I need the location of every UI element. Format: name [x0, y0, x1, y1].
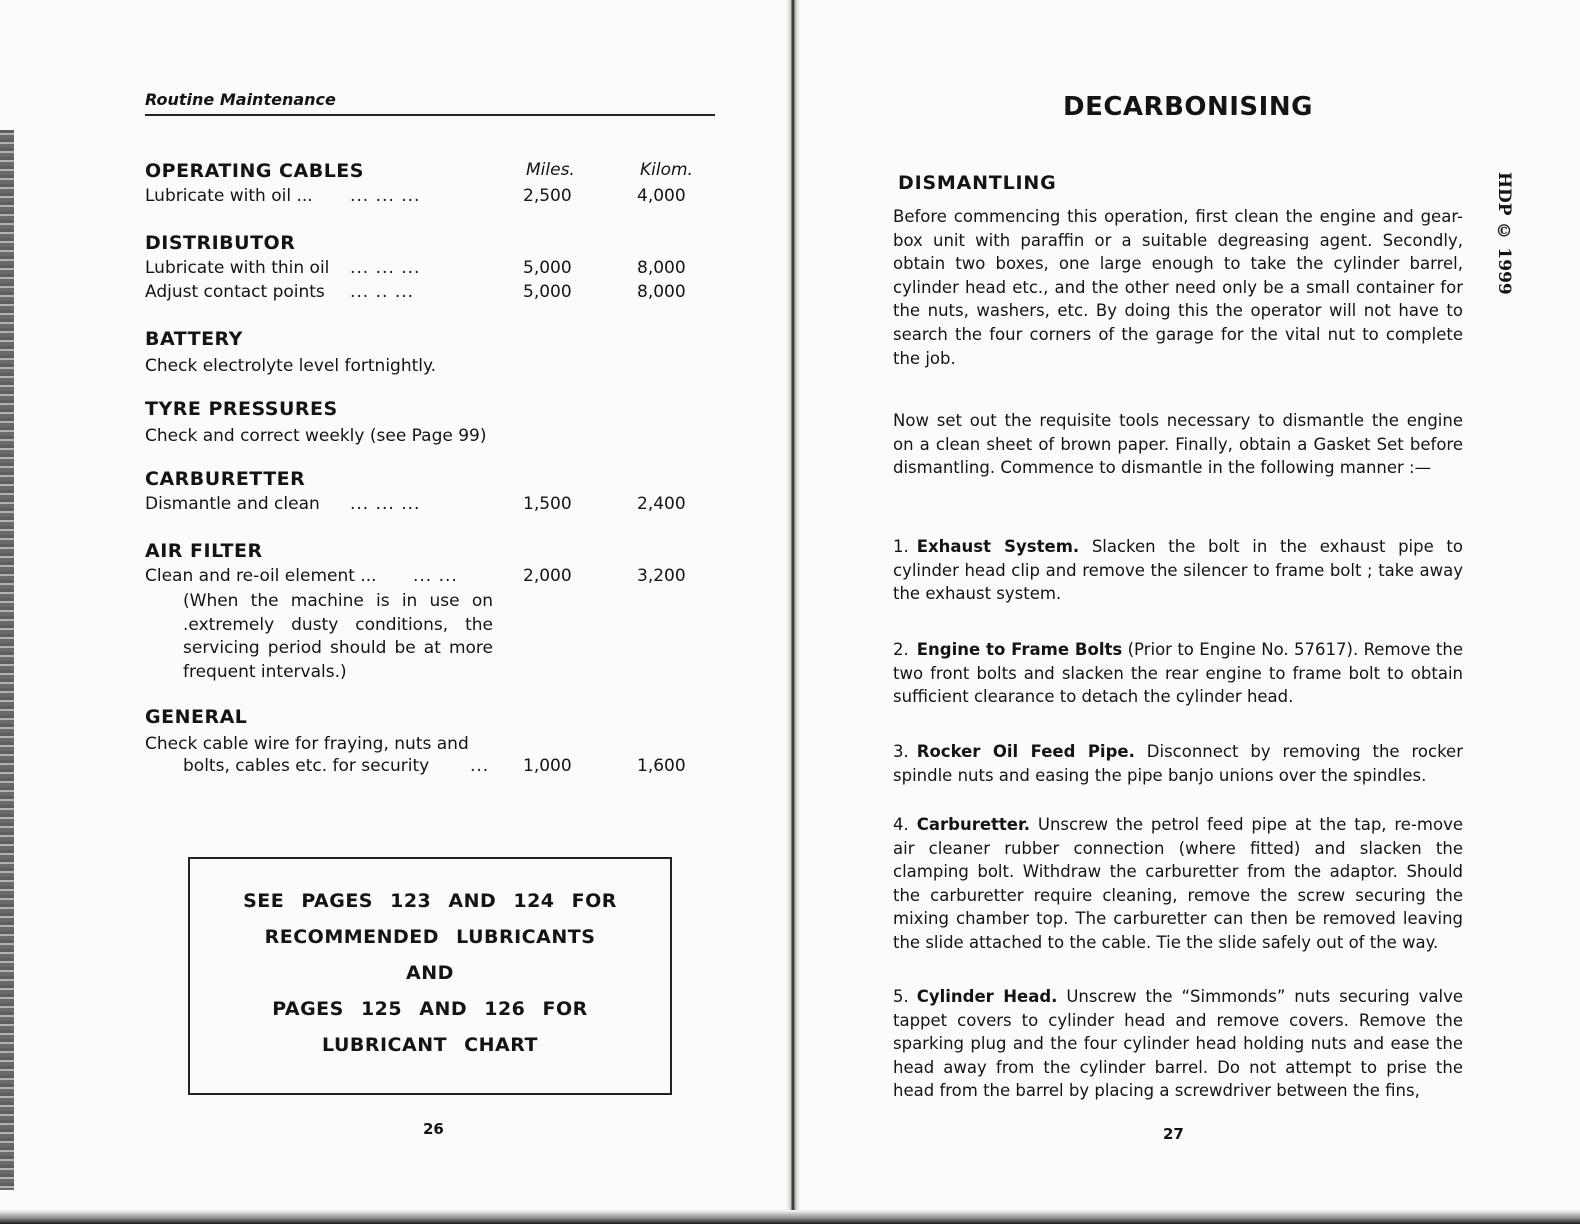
maintenance-row — [145, 756, 725, 780]
miles-value: 2,500 — [523, 186, 572, 206]
step-number: 5. — [893, 987, 909, 1006]
leader-dots: ... ... ... — [350, 258, 421, 278]
row-label: Clean and re-oil element ... — [145, 566, 377, 586]
step-paragraph — [893, 740, 1463, 787]
miles-value: 1,000 — [523, 756, 572, 776]
section-heading: DISMANTLING — [898, 172, 1057, 194]
section-title: OPERATING CABLES — [145, 160, 364, 182]
section-title: BATTERY — [145, 328, 243, 350]
miles-value: 5,000 — [523, 282, 572, 302]
maintenance-row — [145, 494, 725, 518]
row-label: Dismantle and clean — [145, 494, 320, 514]
step-paragraph — [893, 985, 1463, 1103]
km-value: 2,400 — [637, 494, 686, 514]
maintenance-row — [145, 566, 725, 590]
section-text: Check and correct weekly (see Page 99) — [145, 426, 487, 446]
intro-paragraph: Now set out the requisite tools necessary to dismantle the engine on a clean sheet of brown paper. Finally, obtain a Gasket Set before dismantling. Commence to dismantle in the following manner :— — [893, 411, 1463, 478]
column-header-miles: Miles. — [526, 160, 575, 180]
section-carburetter — [145, 468, 725, 518]
section-title: CARBURETTER — [145, 468, 306, 490]
step-heading: Rocker Oil Feed Pipe. — [916, 742, 1135, 761]
row-label: bolts, cables etc. for security — [183, 756, 430, 776]
notice-line: SEE PAGES 123 AND 124 FOR — [243, 890, 617, 912]
step-number: 2. — [893, 640, 909, 659]
notice-line: PAGES 125 AND 126 FOR — [272, 998, 588, 1020]
leader-dots: ... — [470, 756, 490, 776]
section-text: Check electrolyte level fortnightly. — [145, 356, 437, 376]
intro-paragraph: Before commencing this operation, first clean the engine and gear-box unit with paraffin or a suitable degreasing agent. Secondly, obtain two boxes, one large enough to take the cylinder barrel, cylinder head etc., and the other need only be a small container for the nuts, washers, etc. By doing this the operator will not have to search the four corners of the garage for the vital nut to complete the job. — [893, 207, 1463, 368]
page-number: 26 — [423, 1120, 444, 1138]
leader-dots: ... ... ... — [350, 494, 421, 514]
maintenance-row — [145, 282, 725, 306]
maintenance-row — [145, 258, 725, 282]
step-text: Unscrew the “Simmonds” nuts securing valve tappet covers to cylinder head and remove covers. Remove the sparking plug and the four cylinder head holding nuts and ease the head away from the cylinder barrel. Do not attempt to prise the head from the barrel by placing a screwdriver between the fins, — [893, 987, 1463, 1101]
step-text: (Prior to Engine No. 57617). Remove the two front bolts and slacken the rear engine to frame bolt to obtain sufficient clearance to detach the cylinder head. — [893, 640, 1463, 707]
copyright-stamp: HDP © 1999 — [1494, 172, 1514, 295]
leader-dots: ... ... ... — [350, 186, 421, 206]
step-paragraph — [893, 813, 1463, 955]
step-text: Disconnect by removing the rocker spindle nuts and easing the pipe banjo unions over the spindles. — [893, 742, 1463, 785]
lubricant-notice-box — [188, 857, 672, 1095]
section-air-filter — [145, 540, 725, 684]
step-text: Unscrew the petrol feed pipe at the tap, re-move air cleaner rubber connection (where fitted) and slacken the clamping bolt. Withdraw the carburetter from the adaptor. Should the carburetter require cleaning, remove the screw securing the mixing chamber top. The carburetter can then be removed leaving the slide attached to the cable. Tie the slide safely out of the way. — [893, 815, 1463, 952]
miles-value: 1,500 — [523, 494, 572, 514]
section-tyre-pressures — [145, 398, 725, 448]
step-heading: Exhaust System. — [916, 537, 1080, 556]
air-filter-note: (When the machine is in use on .extremely dusty conditions, the servicing period should be at more frequent intervals.) — [183, 591, 493, 682]
section-title: AIR FILTER — [145, 540, 263, 562]
section-title: TYRE PRESSURES — [145, 398, 338, 420]
leader-dots: ... .. ... — [350, 282, 415, 302]
section-title: DISTRIBUTOR — [145, 232, 296, 254]
notice-line: AND — [406, 962, 454, 984]
page-title: DECARBONISING — [1063, 92, 1313, 122]
header-rule — [145, 114, 715, 116]
step-number: 4. — [893, 815, 909, 834]
step-paragraph — [893, 535, 1463, 606]
notice-line: LUBRICANT CHART — [322, 1034, 538, 1056]
km-value: 3,200 — [637, 566, 686, 586]
step-number: 3. — [893, 742, 909, 761]
section-title: GENERAL — [145, 706, 248, 728]
step-text: Slacken the bolt in the exhaust pipe to cylinder head clip and remove the silencer to frame bolt ; take away the exhaust system. — [893, 537, 1463, 604]
column-header-kilom: Kilom. — [640, 160, 693, 180]
step-paragraph — [893, 638, 1463, 709]
step-number: 1. — [893, 537, 909, 556]
general-line-1: Check cable wire for fraying, nuts and — [145, 734, 469, 754]
maintenance-row — [145, 186, 725, 210]
miles-value: 2,000 — [523, 566, 572, 586]
step-heading: Engine to Frame Bolts — [916, 640, 1123, 659]
km-value: 1,600 — [637, 756, 686, 776]
km-value: 4,000 — [637, 186, 686, 206]
row-label: Lubricate with oil ... — [145, 186, 313, 206]
notice-line: RECOMMENDED LUBRICANTS — [264, 926, 596, 948]
section-operating-cables — [145, 160, 725, 210]
km-value: 8,000 — [637, 258, 686, 278]
running-head: Routine Maintenance — [145, 90, 336, 109]
km-value: 8,000 — [637, 282, 686, 302]
row-label: Lubricate with thin oil — [145, 258, 330, 278]
row-label: Adjust contact points — [145, 282, 325, 302]
step-heading: Cylinder Head. — [916, 987, 1058, 1006]
section-general — [145, 706, 725, 780]
section-battery — [145, 328, 725, 378]
miles-value: 5,000 — [523, 258, 572, 278]
section-distributor — [145, 232, 725, 306]
page-number: 27 — [1163, 1125, 1184, 1143]
leader-dots: ... ... — [413, 566, 458, 586]
step-heading: Carburetter. — [916, 815, 1031, 834]
